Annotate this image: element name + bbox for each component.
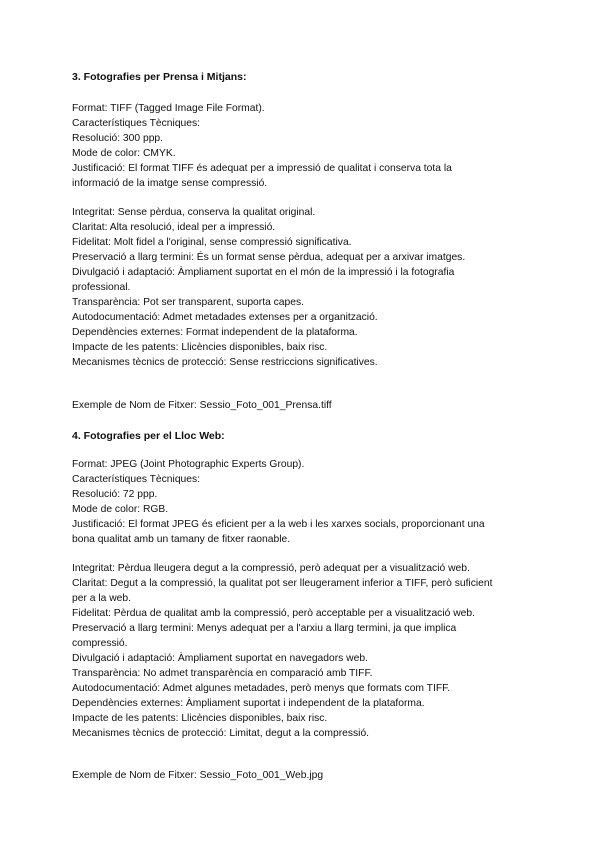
criterion-line: Claritat: Alta resolució, ideal per a impressió.: [72, 222, 276, 233]
criterion-line: Dependències externes: Format independent de la plataforma.: [72, 327, 358, 338]
characteristics-line: Característiques Tècniques:: [72, 474, 201, 485]
criterion-line: Mecanismes tècnics de protecció: Limitat, degut a la compressió.: [72, 728, 370, 739]
criterion-line: Transparència: No admet transparència en comparació amb TIFF.: [72, 668, 373, 679]
example-filename: Exemple de Nom de Fitxer: Sessio_Foto_001_Web.jpg: [72, 770, 324, 781]
criterion-line: Claritat: Degut a la compressió, la qualitat pot ser lleugerament inferior a TIFF, però suficient: [72, 578, 493, 589]
justification-line: informació de la imatge sense compressió.: [72, 178, 268, 189]
color-mode-line: Mode de color: RGB.: [72, 504, 169, 515]
criterion-line: Preservació a llarg termini: És un format sense pèrdua, adequat per a arxivar imatges.: [72, 252, 466, 263]
section-heading: 3. Fotografies per Prensa i Mitjans:: [72, 71, 247, 83]
color-mode-line: Mode de color: CMYK.: [72, 148, 176, 159]
criterion-line: Fidelitat: Molt fidel a l'original, sense compressió significativa.: [72, 237, 352, 248]
section-heading: 4. Fotografies per el Lloc Web:: [72, 430, 225, 442]
criterion-line: Fidelitat: Pèrdua de qualitat amb la compressió, però acceptable per a visualització web.: [72, 608, 475, 619]
criterion-line: Divulgació i adaptació: Àmpliament suportat en navegadors web.: [72, 653, 368, 664]
criterion-line: Impacte de les patents: Llicències disponibles, baix risc.: [72, 342, 328, 353]
criterion-line: Autodocumentació: Admet metadades extenses per a organització.: [72, 312, 378, 323]
criterion-line: Divulgació i adaptació: Àmpliament suportat en el món de la impressió i la fotografia: [72, 267, 455, 278]
criterion-line: professional.: [72, 282, 131, 293]
criterion-line: Preservació a llarg termini: Menys adequat per a l'arxiu a llarg termini, ja que implica: [72, 623, 457, 634]
format-line: Format: TIFF (Tagged Image File Format).: [72, 103, 265, 114]
criterion-line: Mecanismes tècnics de protecció: Sense restriccions significatives.: [72, 357, 378, 368]
justification-line: Justificació: El format JPEG és eficient per a la web i les xarxes socials, proporcionant una: [72, 519, 485, 530]
criterion-line: compressió.: [72, 638, 128, 649]
format-line: Format: JPEG (Joint Photographic Experts Group).: [72, 459, 305, 470]
resolution-line: Resolució: 72 ppp.: [72, 489, 158, 500]
resolution-line: Resolució: 300 ppp.: [72, 133, 164, 144]
criterion-line: Dependències externes: Àmpliament suportat i independent de la plataforma.: [72, 698, 425, 709]
criterion-line: Transparència: Pot ser transparent, suporta capes.: [72, 297, 304, 308]
criterion-line: Autodocumentació: Admet algunes metadades, però menys que formats com TIFF.: [72, 683, 451, 694]
criterion-line: Impacte de les patents: Llicències disponibles, baix risc.: [72, 713, 328, 724]
criterion-line: Integritat: Sense pèrdua, conserva la qualitat original.: [72, 207, 316, 218]
justification-line: Justificació: El format TIFF és adequat per a impressió de qualitat i conserva tota la: [72, 163, 452, 174]
justification-line: bona qualitat amb un tamany de fitxer raonable.: [72, 534, 291, 545]
characteristics-line: Característiques Tècniques:: [72, 118, 201, 129]
criterion-line: Integritat: Pèrdua lleugera degut a la compressió, però adequat per a visualització web.: [72, 563, 470, 574]
criterion-line: per a la web.: [72, 593, 131, 604]
example-filename: Exemple de Nom de Fitxer: Sessio_Foto_001_Prensa.tiff: [72, 400, 332, 411]
